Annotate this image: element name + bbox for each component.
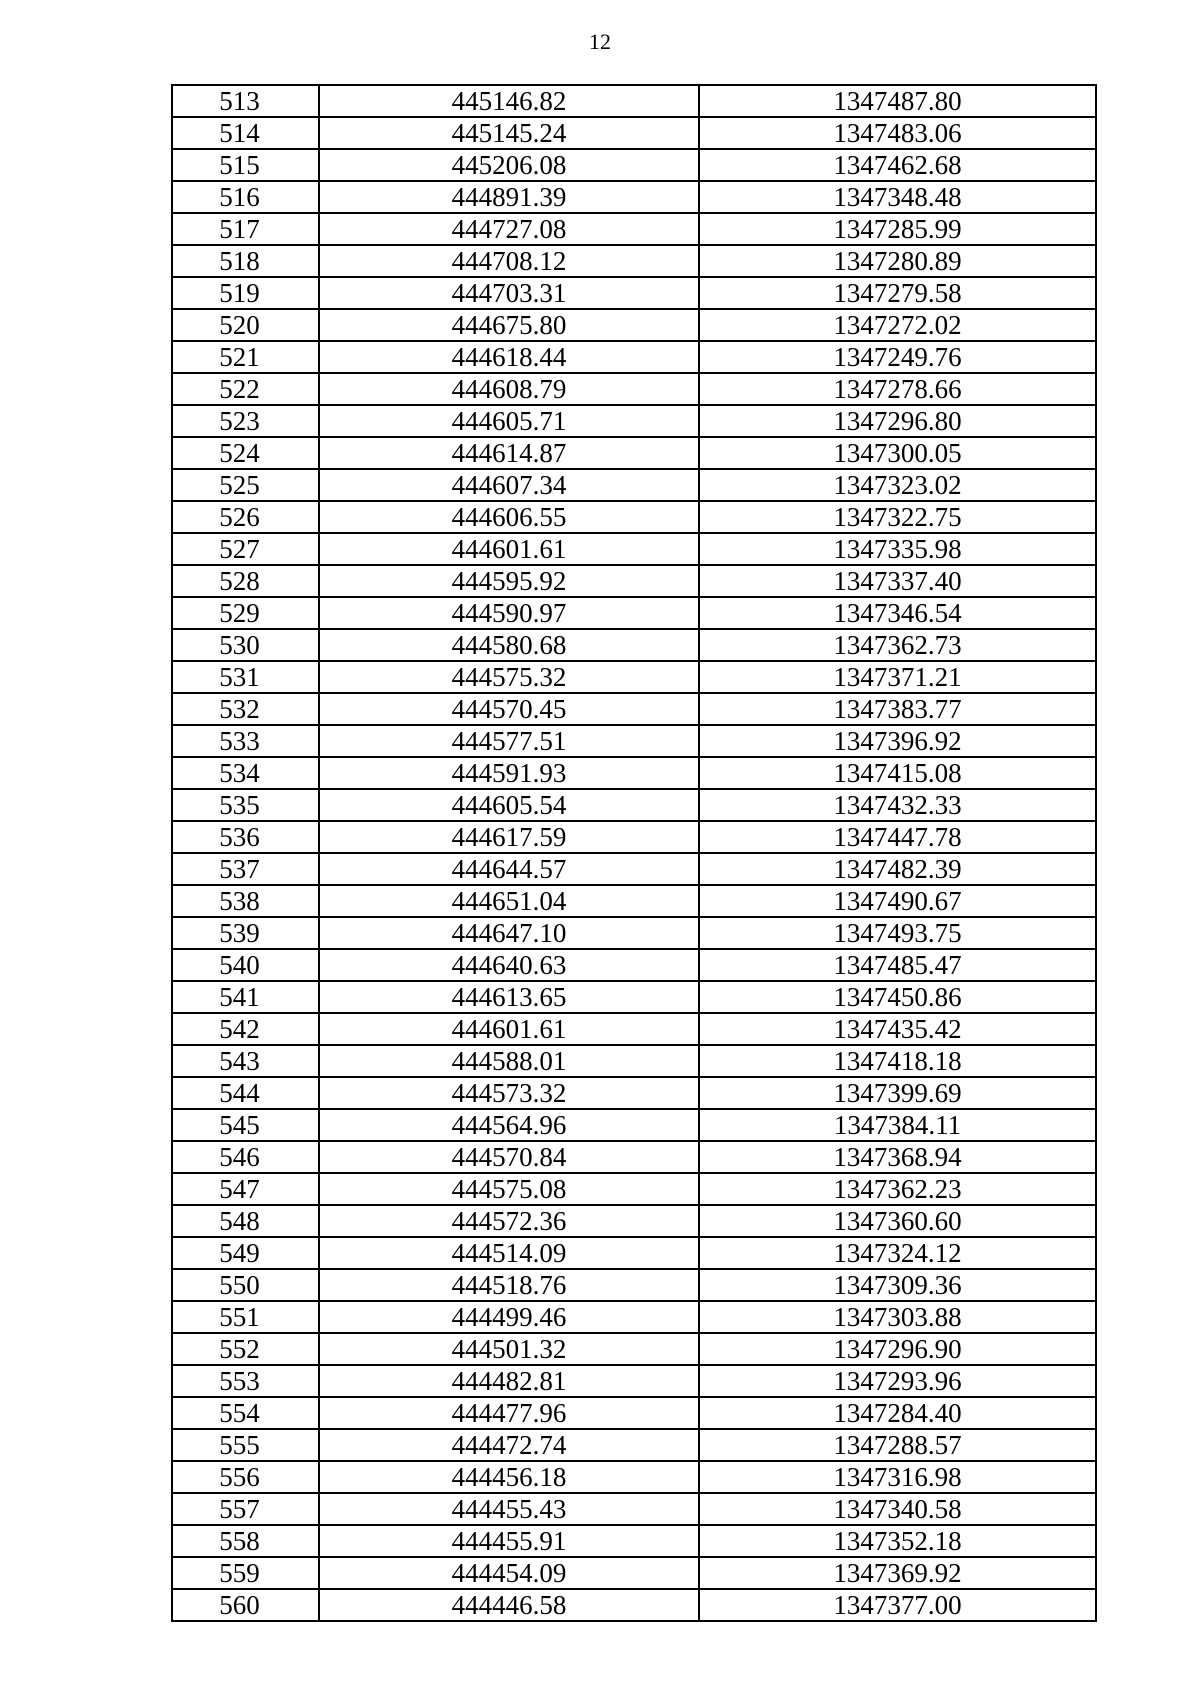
y-coordinate-cell: 1347280.89	[699, 245, 1096, 277]
y-coordinate-cell: 1347487.80	[699, 85, 1096, 117]
point-number-cell: 552	[172, 1333, 319, 1365]
table-row	[172, 853, 1096, 885]
point-number-cell: 513	[172, 85, 319, 117]
coordinates-table	[171, 84, 1097, 1622]
table-row	[172, 373, 1096, 405]
table-row	[172, 1557, 1096, 1589]
x-coordinate-cell: 444601.61	[319, 1013, 699, 1045]
y-coordinate-cell: 1347279.58	[699, 277, 1096, 309]
point-number-cell: 546	[172, 1141, 319, 1173]
x-coordinate-cell: 444605.71	[319, 405, 699, 437]
y-coordinate-cell: 1347432.33	[699, 789, 1096, 821]
point-number-cell: 521	[172, 341, 319, 373]
point-number-cell: 526	[172, 501, 319, 533]
x-coordinate-cell: 444590.97	[319, 597, 699, 629]
table-row	[172, 693, 1096, 725]
point-number-cell: 524	[172, 437, 319, 469]
point-number-cell: 545	[172, 1109, 319, 1141]
y-coordinate-cell: 1347335.98	[699, 533, 1096, 565]
x-coordinate-cell: 444606.55	[319, 501, 699, 533]
point-number-cell: 536	[172, 821, 319, 853]
x-coordinate-cell: 444640.63	[319, 949, 699, 981]
y-coordinate-cell: 1347415.08	[699, 757, 1096, 789]
table-row	[172, 501, 1096, 533]
table-row	[172, 629, 1096, 661]
point-number-cell: 528	[172, 565, 319, 597]
x-coordinate-cell: 445145.24	[319, 117, 699, 149]
table-row	[172, 1141, 1096, 1173]
point-number-cell: 516	[172, 181, 319, 213]
table-body	[172, 85, 1096, 1621]
table-row	[172, 1461, 1096, 1493]
y-coordinate-cell: 1347360.60	[699, 1205, 1096, 1237]
table-row	[172, 533, 1096, 565]
table-row	[172, 885, 1096, 917]
table-row	[172, 85, 1096, 117]
point-number-cell: 555	[172, 1429, 319, 1461]
point-number-cell: 549	[172, 1237, 319, 1269]
table-row	[172, 1173, 1096, 1205]
table-row	[172, 181, 1096, 213]
point-number-cell: 554	[172, 1397, 319, 1429]
x-coordinate-cell: 444588.01	[319, 1045, 699, 1077]
point-number-cell: 517	[172, 213, 319, 245]
y-coordinate-cell: 1347447.78	[699, 821, 1096, 853]
y-coordinate-cell: 1347377.00	[699, 1589, 1096, 1621]
y-coordinate-cell: 1347272.02	[699, 309, 1096, 341]
y-coordinate-cell: 1347384.11	[699, 1109, 1096, 1141]
point-number-cell: 520	[172, 309, 319, 341]
table-row	[172, 309, 1096, 341]
y-coordinate-cell: 1347309.36	[699, 1269, 1096, 1301]
point-number-cell: 515	[172, 149, 319, 181]
table-row	[172, 725, 1096, 757]
point-number-cell: 535	[172, 789, 319, 821]
table-row	[172, 1013, 1096, 1045]
x-coordinate-cell: 444891.39	[319, 181, 699, 213]
y-coordinate-cell: 1347450.86	[699, 981, 1096, 1013]
y-coordinate-cell: 1347435.42	[699, 1013, 1096, 1045]
point-number-cell: 538	[172, 885, 319, 917]
point-number-cell: 523	[172, 405, 319, 437]
table-row	[172, 1365, 1096, 1397]
y-coordinate-cell: 1347300.05	[699, 437, 1096, 469]
table-row	[172, 1109, 1096, 1141]
x-coordinate-cell: 444472.74	[319, 1429, 699, 1461]
x-coordinate-cell: 444644.57	[319, 853, 699, 885]
x-coordinate-cell: 444575.32	[319, 661, 699, 693]
page-number: 12	[589, 29, 611, 54]
table-row	[172, 1269, 1096, 1301]
table-row	[172, 1237, 1096, 1269]
point-number-cell: 553	[172, 1365, 319, 1397]
table-row	[172, 1589, 1096, 1621]
point-number-cell: 541	[172, 981, 319, 1013]
y-coordinate-cell: 1347362.23	[699, 1173, 1096, 1205]
y-coordinate-cell: 1347493.75	[699, 917, 1096, 949]
y-coordinate-cell: 1347490.67	[699, 885, 1096, 917]
x-coordinate-cell: 444613.65	[319, 981, 699, 1013]
x-coordinate-cell: 445206.08	[319, 149, 699, 181]
table-row	[172, 1397, 1096, 1429]
x-coordinate-cell: 444455.91	[319, 1525, 699, 1557]
point-number-cell: 556	[172, 1461, 319, 1493]
point-number-cell: 534	[172, 757, 319, 789]
y-coordinate-cell: 1347324.12	[699, 1237, 1096, 1269]
point-number-cell: 539	[172, 917, 319, 949]
x-coordinate-cell: 444580.68	[319, 629, 699, 661]
table-row	[172, 1301, 1096, 1333]
x-coordinate-cell: 444651.04	[319, 885, 699, 917]
y-coordinate-cell: 1347369.92	[699, 1557, 1096, 1589]
y-coordinate-cell: 1347352.18	[699, 1525, 1096, 1557]
y-coordinate-cell: 1347396.92	[699, 725, 1096, 757]
point-number-cell: 531	[172, 661, 319, 693]
table-row	[172, 661, 1096, 693]
y-coordinate-cell: 1347383.77	[699, 693, 1096, 725]
table-row	[172, 757, 1096, 789]
point-number-cell: 537	[172, 853, 319, 885]
y-coordinate-cell: 1347322.75	[699, 501, 1096, 533]
table-row	[172, 245, 1096, 277]
y-coordinate-cell: 1347249.76	[699, 341, 1096, 373]
point-number-cell: 533	[172, 725, 319, 757]
table-row	[172, 277, 1096, 309]
table-row	[172, 405, 1096, 437]
x-coordinate-cell: 444614.87	[319, 437, 699, 469]
point-number-cell: 518	[172, 245, 319, 277]
x-coordinate-cell: 444577.51	[319, 725, 699, 757]
y-coordinate-cell: 1347296.80	[699, 405, 1096, 437]
table-row	[172, 565, 1096, 597]
x-coordinate-cell: 444564.96	[319, 1109, 699, 1141]
table-row	[172, 1429, 1096, 1461]
table-row	[172, 117, 1096, 149]
y-coordinate-cell: 1347284.40	[699, 1397, 1096, 1429]
table-row	[172, 341, 1096, 373]
y-coordinate-cell: 1347462.68	[699, 149, 1096, 181]
y-coordinate-cell: 1347418.18	[699, 1045, 1096, 1077]
x-coordinate-cell: 444601.61	[319, 533, 699, 565]
point-number-cell: 542	[172, 1013, 319, 1045]
x-coordinate-cell: 444454.09	[319, 1557, 699, 1589]
y-coordinate-cell: 1347340.58	[699, 1493, 1096, 1525]
table-row	[172, 1525, 1096, 1557]
y-coordinate-cell: 1347293.96	[699, 1365, 1096, 1397]
x-coordinate-cell: 444708.12	[319, 245, 699, 277]
point-number-cell: 522	[172, 373, 319, 405]
y-coordinate-cell: 1347362.73	[699, 629, 1096, 661]
y-coordinate-cell: 1347371.21	[699, 661, 1096, 693]
table-row	[172, 789, 1096, 821]
point-number-cell: 547	[172, 1173, 319, 1205]
table-row	[172, 1205, 1096, 1237]
table-row	[172, 917, 1096, 949]
y-coordinate-cell: 1347296.90	[699, 1333, 1096, 1365]
table-row	[172, 981, 1096, 1013]
x-coordinate-cell: 444595.92	[319, 565, 699, 597]
y-coordinate-cell: 1347288.57	[699, 1429, 1096, 1461]
point-number-cell: 548	[172, 1205, 319, 1237]
x-coordinate-cell: 444499.46	[319, 1301, 699, 1333]
y-coordinate-cell: 1347278.66	[699, 373, 1096, 405]
y-coordinate-cell: 1347368.94	[699, 1141, 1096, 1173]
point-number-cell: 525	[172, 469, 319, 501]
point-number-cell: 532	[172, 693, 319, 725]
y-coordinate-cell: 1347483.06	[699, 117, 1096, 149]
x-coordinate-cell: 444514.09	[319, 1237, 699, 1269]
x-coordinate-cell: 444456.18	[319, 1461, 699, 1493]
point-number-cell: 529	[172, 597, 319, 629]
point-number-cell: 530	[172, 629, 319, 661]
table-row	[172, 213, 1096, 245]
point-number-cell: 519	[172, 277, 319, 309]
table-row	[172, 821, 1096, 853]
table-row	[172, 1045, 1096, 1077]
point-number-cell: 527	[172, 533, 319, 565]
x-coordinate-cell: 444575.08	[319, 1173, 699, 1205]
x-coordinate-cell: 444455.43	[319, 1493, 699, 1525]
x-coordinate-cell: 444501.32	[319, 1333, 699, 1365]
y-coordinate-cell: 1347482.39	[699, 853, 1096, 885]
y-coordinate-cell: 1347285.99	[699, 213, 1096, 245]
x-coordinate-cell: 444605.54	[319, 789, 699, 821]
point-number-cell: 557	[172, 1493, 319, 1525]
x-coordinate-cell: 445146.82	[319, 85, 699, 117]
x-coordinate-cell: 444572.36	[319, 1205, 699, 1237]
table-row	[172, 437, 1096, 469]
y-coordinate-cell: 1347323.02	[699, 469, 1096, 501]
y-coordinate-cell: 1347303.88	[699, 1301, 1096, 1333]
y-coordinate-cell: 1347346.54	[699, 597, 1096, 629]
table-row	[172, 1333, 1096, 1365]
x-coordinate-cell: 444703.31	[319, 277, 699, 309]
y-coordinate-cell: 1347399.69	[699, 1077, 1096, 1109]
y-coordinate-cell: 1347485.47	[699, 949, 1096, 981]
y-coordinate-cell: 1347337.40	[699, 565, 1096, 597]
x-coordinate-cell: 444446.58	[319, 1589, 699, 1621]
x-coordinate-cell: 444591.93	[319, 757, 699, 789]
x-coordinate-cell: 444618.44	[319, 341, 699, 373]
point-number-cell: 543	[172, 1045, 319, 1077]
point-number-cell: 514	[172, 117, 319, 149]
y-coordinate-cell: 1347316.98	[699, 1461, 1096, 1493]
point-number-cell: 559	[172, 1557, 319, 1589]
point-number-cell: 540	[172, 949, 319, 981]
y-coordinate-cell: 1347348.48	[699, 181, 1096, 213]
point-number-cell: 558	[172, 1525, 319, 1557]
point-number-cell: 551	[172, 1301, 319, 1333]
x-coordinate-cell: 444570.84	[319, 1141, 699, 1173]
table-row	[172, 949, 1096, 981]
table-row	[172, 597, 1096, 629]
x-coordinate-cell: 444482.81	[319, 1365, 699, 1397]
table-row	[172, 1493, 1096, 1525]
point-number-cell: 560	[172, 1589, 319, 1621]
x-coordinate-cell: 444617.59	[319, 821, 699, 853]
x-coordinate-cell: 444727.08	[319, 213, 699, 245]
x-coordinate-cell: 444518.76	[319, 1269, 699, 1301]
table-row	[172, 469, 1096, 501]
point-number-cell: 550	[172, 1269, 319, 1301]
x-coordinate-cell: 444608.79	[319, 373, 699, 405]
x-coordinate-cell: 444573.32	[319, 1077, 699, 1109]
table-row	[172, 1077, 1096, 1109]
x-coordinate-cell: 444607.34	[319, 469, 699, 501]
point-number-cell: 544	[172, 1077, 319, 1109]
table-row	[172, 149, 1096, 181]
x-coordinate-cell: 444675.80	[319, 309, 699, 341]
x-coordinate-cell: 444570.45	[319, 693, 699, 725]
x-coordinate-cell: 444647.10	[319, 917, 699, 949]
x-coordinate-cell: 444477.96	[319, 1397, 699, 1429]
